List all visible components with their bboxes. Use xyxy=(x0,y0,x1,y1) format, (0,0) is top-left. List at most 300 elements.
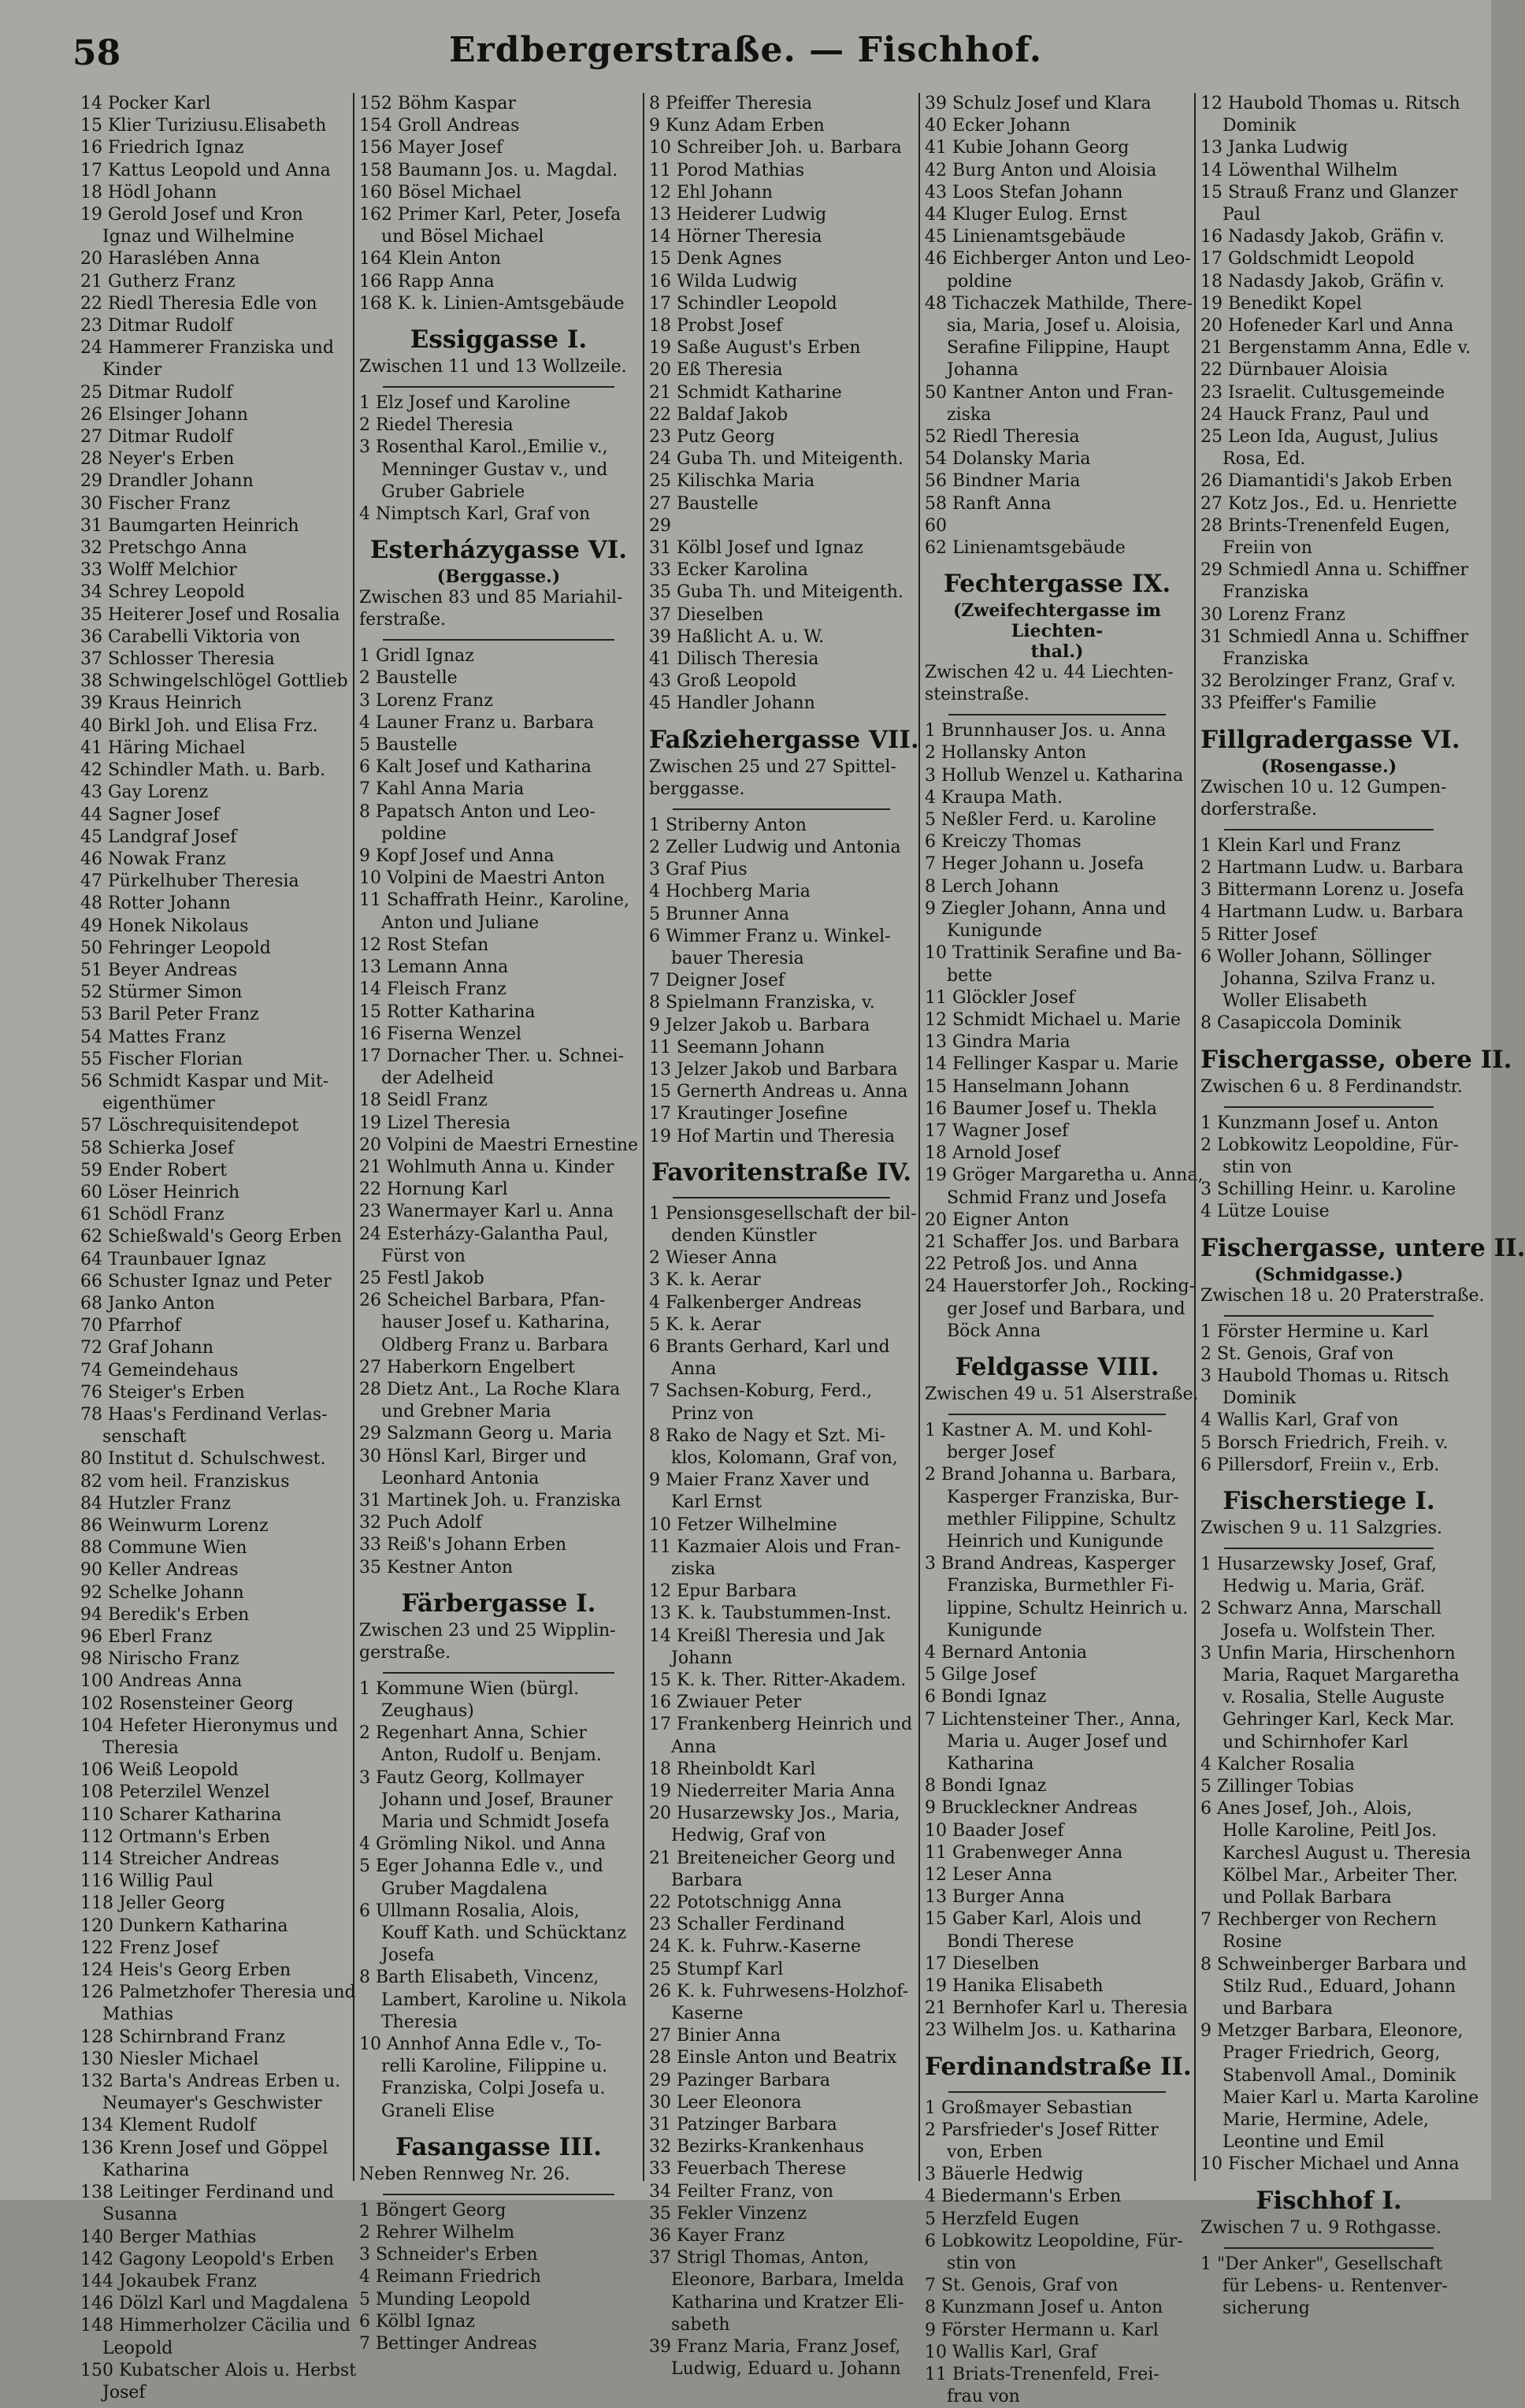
section-rule xyxy=(1224,2247,1434,2249)
address-entry: 11 Porod Mathias xyxy=(649,160,805,180)
entry-continuation: Johann xyxy=(671,1648,733,1668)
entry-continuation: Oldberg Franz u. Barbara xyxy=(381,1335,609,1355)
address-entry: 15 Gaber Karl, Alois und xyxy=(925,1909,1142,1930)
address-entry: 24 Hammerer Franziska und xyxy=(80,338,334,359)
street-heading: Fischhof I. xyxy=(1256,2186,1402,2215)
address-entry: 22 Pototschnigg Anna xyxy=(649,1893,842,1913)
address-entry: 17 Goldschmidt Leopold xyxy=(1200,249,1415,269)
address-entry: 29 Pazinger Barbara xyxy=(649,2070,830,2090)
address-entry: 17 Dornacher Ther. u. Schnei- xyxy=(359,1046,625,1066)
address-entry: 16 Nadasdy Jakob, Gräfin v. xyxy=(1200,227,1445,247)
address-entry: 10 Fetzer Wilhelmine xyxy=(649,1514,837,1535)
address-entry: 40 Ecker Johann xyxy=(925,116,1070,136)
address-entry: 1 Brunnhauser Jos. u. Anna xyxy=(925,721,1167,741)
address-entry: 92 Schelke Johann xyxy=(80,1582,244,1603)
entry-continuation: Maier Karl u. Marta Karoline xyxy=(1223,2087,1479,2108)
address-entry: 5 Ritter Josef xyxy=(1200,924,1317,945)
address-entry: 25 Festl Jakob xyxy=(359,1268,484,1288)
entry-continuation: Anna xyxy=(671,1737,717,1757)
street-heading: Fillgradergasse VI. xyxy=(1200,725,1460,754)
address-entry: 7 Sachsen-Koburg, Ferd., xyxy=(649,1381,873,1402)
street-alias: (Berggasse.) xyxy=(436,567,561,588)
address-entry: 37 Dieselben xyxy=(649,604,764,625)
address-entry: 39 Kraus Heinrich xyxy=(80,693,242,714)
address-entry: 15 K. k. Ther. Ritter-Akadem. xyxy=(649,1670,907,1690)
address-entry: 23 Schaller Ferdinand xyxy=(649,1915,845,1935)
section-rule xyxy=(948,2091,1166,2093)
address-entry: 27 Ditmar Rudolf xyxy=(80,427,233,448)
address-entry: 154 Groll Andreas xyxy=(359,116,520,136)
address-entry: 1 Elz Josef und Karoline xyxy=(359,393,571,414)
address-entry: 21 Schaffer Jos. und Barbara xyxy=(925,1232,1180,1252)
street-heading: Färbergasse I. xyxy=(401,1589,596,1618)
address-entry: 22 Riedl Theresia Edle von xyxy=(80,293,317,314)
address-entry: 112 Ortmann's Erben xyxy=(80,1826,270,1847)
address-entry: 35 Fekler Vinzenz xyxy=(649,2203,807,2224)
entry-continuation: bauer Theresia xyxy=(671,948,804,968)
entry-continuation: Serafine Filippine, Haupt xyxy=(947,338,1170,359)
address-entry: 166 Rapp Anna xyxy=(359,271,495,292)
street-location: steinstraße. xyxy=(925,685,1030,705)
street-location: Neben Rennweg Nr. 26. xyxy=(359,2164,570,2184)
address-entry: 3 Rosenthal Karol.,Emilie v., xyxy=(359,437,608,458)
street-heading: Ferdinandstraße II. xyxy=(925,2052,1192,2081)
address-entry: 31 Martinek Joh. u. Franziska xyxy=(359,1490,622,1511)
address-entry: 19 Hof Martin und Theresia xyxy=(649,1126,896,1146)
entry-continuation: bette xyxy=(947,965,993,986)
address-entry: 3 Hollub Wenzel u. Katharina xyxy=(925,765,1184,786)
address-entry: 4 Grömling Nikol. und Anna xyxy=(359,1834,607,1855)
address-entry: 16 Wilda Ludwig xyxy=(649,271,798,292)
entry-continuation: Stabenvoll Amal., Dominik xyxy=(1223,2065,1456,2086)
address-entry: 134 Klement Rudolf xyxy=(80,2116,256,2136)
address-entry: 25 Stumpf Karl xyxy=(649,1959,784,1979)
street-location: Zwischen 10 u. 12 Gumpen- xyxy=(1200,777,1447,797)
address-entry: 7 Deigner Josef xyxy=(649,971,785,991)
section-rule xyxy=(383,1672,614,1674)
address-entry: 1 Pensionsgesellschaft der bil- xyxy=(649,1203,917,1224)
address-entry: 23 Wilhelm Jos. u. Katharina xyxy=(925,2020,1177,2041)
address-entry: 4 Kraupa Math. xyxy=(925,787,1063,808)
column-2 xyxy=(353,93,643,2354)
address-entry: 1 Klein Karl und Franz xyxy=(1200,835,1401,856)
address-entry: 54 Mattes Franz xyxy=(80,1027,226,1047)
address-entry: 108 Peterzilel Wenzel xyxy=(80,1782,270,1803)
address-entry: 21 Gutherz Franz xyxy=(80,271,236,292)
entry-continuation: Karl Ernst xyxy=(671,1492,762,1513)
address-entry: 9 Kopf Josef und Anna xyxy=(359,846,555,867)
entry-continuation: Johanna xyxy=(947,360,1019,381)
address-entry: 13 Gindra Maria xyxy=(925,1032,1070,1053)
entry-continuation: ger Josef und Barbara, und xyxy=(947,1299,1185,1319)
address-entry: 4 Hartmann Ludw. u. Barbara xyxy=(1200,902,1464,923)
address-entry: 28 Neyer's Erben xyxy=(80,449,235,470)
address-entry: 23 Ditmar Rudolf xyxy=(80,316,233,336)
street-heading: Fechtergasse IX. xyxy=(943,570,1171,599)
address-entry: 23 Putz Georg xyxy=(649,427,775,448)
address-entry: 3 Graf Pius xyxy=(649,860,748,880)
address-entry: 2 Schwarz Anna, Marschall xyxy=(1200,1599,1442,1619)
address-entry: 118 Jeller Georg xyxy=(80,1893,225,1914)
street-location: Zwischen 42 u. 44 Liechten- xyxy=(925,663,1174,683)
address-entry: 39 Schulz Josef und Klara xyxy=(925,94,1152,113)
address-entry: 13 Jelzer Jakob und Barbara xyxy=(649,1059,898,1080)
entry-continuation: Rosa, Ed. xyxy=(1223,449,1306,470)
address-entry: 3 Schneider's Erben xyxy=(359,2245,538,2265)
entry-continuation: und Barbara xyxy=(1223,1999,1334,2020)
address-entry: 78 Haas's Ferdinand Verlas- xyxy=(80,1404,328,1425)
entry-continuation: Maria u. Auger Josef und xyxy=(947,1731,1168,1752)
street-alias: (Schmidgasse.) xyxy=(1254,1264,1404,1285)
address-entry: 160 Bösel Michael xyxy=(359,182,521,203)
address-entry: 15 Klier Turiziusu.Elisabeth xyxy=(80,116,327,136)
address-entry: 45 Linienamtsgebäude xyxy=(925,227,1126,247)
address-entry: 25 Ditmar Rudolf xyxy=(80,382,233,403)
address-entry: 5 Neßler Ferd. u. Karoline xyxy=(925,810,1156,831)
address-entry: 13 Lemann Anna xyxy=(359,957,509,978)
address-entry: 53 Baril Peter Franz xyxy=(80,1005,259,1025)
address-entry: 39 Franz Maria, Franz Josef, xyxy=(649,2337,901,2358)
address-entry: 3 Fautz Georg, Kollmayer xyxy=(359,1767,584,1788)
entry-continuation: Schmid Franz und Josefa xyxy=(947,1187,1167,1208)
address-entry: 4 Reimann Friedrich xyxy=(359,2267,541,2287)
address-entry: 10 Schreiber Joh. u. Barbara xyxy=(649,138,902,158)
address-entry: 35 Heiterer Josef und Rosalia xyxy=(80,604,340,625)
entry-continuation: Katharina und Kratzer Eli- xyxy=(671,2292,904,2313)
address-entry: 10 Baader Josef xyxy=(925,1820,1064,1841)
address-entry: 16 Friedrich Ignaz xyxy=(80,138,244,158)
address-entry: 7 Lichtensteiner Ther., Anna, xyxy=(925,1709,1182,1730)
address-entry: 11 Glöckler Josef xyxy=(925,987,1075,1008)
address-entry: 5 Herzfeld Eugen xyxy=(925,2209,1080,2229)
entry-continuation: Mathias xyxy=(102,2005,174,2025)
address-entry: 8 Papatsch Anton und Leo- xyxy=(359,801,596,822)
address-entry: 19 Gröger Margaretha u. Anna, xyxy=(925,1165,1204,1186)
address-entry: 19 Saße August's Erben xyxy=(649,338,861,359)
address-entry: 9 Förster Hermann u. Karl xyxy=(925,2320,1159,2340)
address-entry: 22 Baldaf Jakob xyxy=(649,404,788,425)
address-entry: 29 Salzmann Georg u. Maria xyxy=(359,1424,613,1444)
address-entry: 35 Guba Th. und Miteigenth. xyxy=(649,582,903,603)
address-entry: 12 Haubold Thomas u. Ritsch xyxy=(1200,94,1460,113)
address-entry: 122 Frenz Josef xyxy=(80,1938,219,1958)
address-entry: 44 Sagner Josef xyxy=(80,805,220,825)
address-entry: 104 Hefeter Hieronymus und xyxy=(80,1715,339,1736)
address-entry: 20 Eß Theresia xyxy=(649,360,783,381)
address-entry: 2 Baustelle xyxy=(359,668,458,689)
entry-continuation: und Schirnhofer Karl xyxy=(1223,1732,1408,1752)
entry-continuation: sabeth xyxy=(671,2314,730,2335)
page-number: 58 xyxy=(72,33,121,73)
address-entry: 14 Kreißl Theresia und Jak xyxy=(649,1626,885,1646)
entry-continuation: denden Künstler xyxy=(671,1225,817,1246)
address-entry: 2 Brand Johanna u. Barbara, xyxy=(925,1465,1177,1485)
address-entry: 68 Janko Anton xyxy=(80,1293,215,1314)
address-entry: 11 Schaffrath Heinr., Karoline, xyxy=(359,890,629,911)
address-entry: 43 Gay Lorenz xyxy=(80,782,209,803)
address-entry: 94 Beredik's Erben xyxy=(80,1604,250,1625)
address-entry: 5 K. k. Aerar xyxy=(649,1314,761,1335)
address-entry: 88 Commune Wien xyxy=(80,1538,247,1559)
address-entry: 56 Bindner Maria xyxy=(925,471,1081,492)
street-heading: Fischergasse, obere II. xyxy=(1200,1045,1512,1074)
address-entry: 6 Bondi Ignaz xyxy=(925,1687,1047,1708)
address-entry: 120 Dunkern Katharina xyxy=(80,1916,288,1936)
address-entry: 5 Zillinger Tobias xyxy=(1200,1776,1354,1797)
address-entry: 21 Bergenstamm Anna, Edle v. xyxy=(1200,338,1471,359)
address-entry: 130 Niesler Michael xyxy=(80,2049,259,2069)
address-entry: 29 xyxy=(649,515,671,536)
entry-continuation: Kinder xyxy=(102,360,162,381)
address-entry: 17 Wagner Josef xyxy=(925,1120,1069,1141)
entry-continuation: Josef xyxy=(102,2382,146,2402)
street-heading: Feldgasse VIII. xyxy=(955,1352,1160,1381)
entry-continuation: Menninger Gustav v., und xyxy=(381,459,608,480)
address-entry: 4 Nimptsch Karl, Graf von xyxy=(359,504,591,525)
street-heading: Fischergasse, untere II. xyxy=(1200,1233,1525,1262)
address-entry: 28 Einsle Anton und Beatrix xyxy=(649,2048,897,2068)
address-entry: 36 Kayer Franz xyxy=(649,2226,785,2246)
address-entry: 16 Baumer Josef u. Thekla xyxy=(925,1098,1157,1119)
entry-continuation: Kaserne xyxy=(671,2004,744,2024)
address-entry: 14 Hörner Theresia xyxy=(649,227,822,247)
address-entry: 10 Fischer Michael und Anna xyxy=(1200,2154,1460,2175)
address-entry: 84 Hutzler Franz xyxy=(80,1493,231,1514)
address-entry: 22 Hornung Karl xyxy=(359,1180,508,1200)
address-entry: 45 Landgraf Josef xyxy=(80,827,237,847)
address-entry: 24 K. k. Fuhrw.-Kaserne xyxy=(649,1937,862,1957)
address-entry: 10 Volpini de Maestri Anton xyxy=(359,868,606,889)
entry-continuation: für Lebens- u. Rentenver- xyxy=(1223,2276,1448,2296)
street-location: dorferstraße. xyxy=(1200,799,1317,819)
address-entry: 58 Ranft Anna xyxy=(925,493,1052,514)
address-entry: 14 Löwenthal Wilhelm xyxy=(1200,160,1398,180)
address-entry: 24 Hauck Franz, Paul und xyxy=(1200,404,1430,425)
address-entry: 52 Stürmer Simon xyxy=(80,983,243,1003)
address-entry: 116 Willig Paul xyxy=(80,1871,213,1892)
address-entry: 5 Munding Leopold xyxy=(359,2289,531,2310)
address-entry: 41 Häring Michael xyxy=(80,738,246,758)
address-entry: 72 Graf Johann xyxy=(80,1338,214,1358)
entry-continuation: Franziska xyxy=(1223,649,1309,670)
entry-continuation: Gehringer Karl, Keck Mar. xyxy=(1223,1710,1455,1730)
section-rule xyxy=(1224,1315,1434,1317)
address-entry: 140 Berger Mathias xyxy=(80,2227,257,2247)
address-entry: 20 Husarzewsky Jos., Maria, xyxy=(649,1804,900,1824)
entry-continuation: Kasperger Franziska, Bur- xyxy=(947,1487,1179,1507)
address-entry: 8 Rako de Nagy et Szt. Mi- xyxy=(649,1425,886,1446)
address-entry: 21 Bernhofer Karl u. Theresia xyxy=(925,1998,1189,2019)
address-entry: 9 Ziegler Johann, Anna und xyxy=(925,898,1167,919)
column-5 xyxy=(1194,93,1525,2319)
entry-continuation: sicherung xyxy=(1223,2298,1310,2319)
address-entry: 14 Pocker Karl xyxy=(80,94,211,113)
entry-continuation: Zeughaus) xyxy=(381,1700,474,1721)
address-entry: 36 Carabelli Viktoria von xyxy=(80,626,301,647)
address-entry: 61 Schödl Franz xyxy=(80,1205,224,1225)
address-entry: 8 Casapiccola Dominik xyxy=(1200,1013,1401,1034)
address-entry: 22 Dürnbauer Aloisia xyxy=(1200,360,1389,381)
address-entry: 1 Husarzewsky Josef, Graf, xyxy=(1200,1554,1438,1574)
street-location: Zwischen 7 u. 9 Rothgasse. xyxy=(1200,2217,1442,2238)
entry-continuation: der Adelheid xyxy=(381,1068,494,1089)
address-entry: 48 Tichaczek Mathilde, There- xyxy=(925,293,1193,314)
entry-continuation: Susanna xyxy=(102,2205,178,2225)
address-entry: 8 Bondi Ignaz xyxy=(925,1776,1047,1797)
address-entry: 8 Pfeiffer Theresia xyxy=(649,94,812,113)
address-entry: 6 Lobkowitz Leopoldine, Für- xyxy=(925,2231,1183,2251)
address-entry: 110 Scharer Katharina xyxy=(80,1804,282,1825)
entry-continuation: Katharina xyxy=(102,2160,190,2180)
address-entry: 76 Steiger's Erben xyxy=(80,1382,245,1403)
entry-continuation: frau von xyxy=(947,2387,1020,2407)
address-entry: 146 Dölzl Karl und Magdalena xyxy=(80,2294,349,2314)
address-entry: 43 Loos Stefan Johann xyxy=(925,182,1123,203)
street-location: Zwischen 11 und 13 Wollzeile. xyxy=(359,357,627,377)
address-entry: 162 Primer Karl, Peter, Josefa xyxy=(359,205,622,225)
section-rule xyxy=(948,1414,1166,1415)
address-entry: 27 Binier Anna xyxy=(649,2026,781,2046)
address-entry: 5 Brunner Anna xyxy=(649,904,790,924)
address-entry: 70 Pfarrhof xyxy=(80,1316,181,1336)
entry-continuation: Prinz von xyxy=(671,1403,754,1424)
entry-continuation: Kunigunde xyxy=(947,1620,1042,1641)
street-location: Zwischen 18 u. 20 Praterstraße. xyxy=(1200,1285,1485,1306)
entry-continuation: Karchesl August u. Theresia xyxy=(1223,1843,1471,1864)
address-entry: 45 Handler Johann xyxy=(649,693,815,714)
address-entry: 13 Burger Anna xyxy=(925,1887,1065,1908)
address-entry: 8 Kunzmann Josef u. Anton xyxy=(925,2298,1163,2318)
entry-continuation: Gruber Magdalena xyxy=(381,1878,548,1899)
address-entry: 26 K. k. Fuhrwesens-Holzhof- xyxy=(649,1981,909,2001)
address-entry: 13 Heiderer Ludwig xyxy=(649,205,827,225)
address-entry: 7 Rechberger von Rechern xyxy=(1200,1910,1437,1930)
entry-continuation: poldine xyxy=(381,823,447,844)
entry-continuation: Ignaz und Wilhelmine xyxy=(102,227,295,247)
address-entry: 26 Scheichel Barbara, Pfan- xyxy=(359,1291,606,1311)
address-entry: 33 Feuerbach Therese xyxy=(649,2159,847,2179)
street-heading: Favoritenstraße IV. xyxy=(651,1158,911,1187)
address-entry: 1 Kunzmann Josef u. Anton xyxy=(1200,1113,1439,1133)
address-entry: 17 Krautinger Josefine xyxy=(649,1104,848,1124)
address-entry: 6 Kölbl Ignaz xyxy=(359,2311,475,2332)
entry-continuation: Marie, Hermine, Adele, xyxy=(1223,2110,1430,2131)
address-entry: 9 Metzger Barbara, Eleonore, xyxy=(1200,2021,1464,2042)
address-entry: 9 Bruckleckner Andreas xyxy=(925,1798,1137,1819)
address-entry: 27 Baustelle xyxy=(649,493,759,514)
address-entry: 44 Kluger Eulog. Ernst xyxy=(925,205,1127,225)
address-entry: 5 Baustelle xyxy=(359,735,458,756)
page-header xyxy=(0,16,1491,87)
address-entry: 49 Honek Nikolaus xyxy=(80,916,249,936)
address-entry: 90 Keller Andreas xyxy=(80,1560,239,1581)
address-entry: 41 Kubie Johann Georg xyxy=(925,138,1130,158)
address-entry: 14 Fleisch Franz xyxy=(359,979,506,1000)
address-entry: 32 Berolzinger Franz, Graf v. xyxy=(1200,671,1456,692)
address-entry: 31 Patzinger Barbara xyxy=(649,2115,837,2135)
address-entry: 15 Denk Agnes xyxy=(649,249,782,269)
address-entry: 1 Striberny Anton xyxy=(649,815,807,835)
address-entry: 40 Birkl Joh. und Elisa Frz. xyxy=(80,715,318,736)
address-entry: 168 K. k. Linien-Amtsgebäude xyxy=(359,293,625,314)
entry-continuation: Theresia xyxy=(381,2012,458,2032)
address-entry: 106 Weiß Leopold xyxy=(80,1760,239,1781)
address-entry: 124 Heis's Georg Erben xyxy=(80,1960,291,1981)
address-entry: 2 Wieser Anna xyxy=(649,1248,777,1269)
address-entry: 3 Lorenz Franz xyxy=(359,690,493,711)
address-entry: 148 Himmerholzer Cäcilia und xyxy=(80,2316,351,2336)
street-heading: Essiggasse I. xyxy=(410,325,588,355)
entry-continuation: sia, Maria, Josef u. Aloisia, xyxy=(947,316,1182,336)
street-alias: (Zweifechtergasse im Liechten- xyxy=(952,600,1162,642)
section-rule xyxy=(383,639,614,641)
address-entry: 13 K. k. Taubstummen-Inst. xyxy=(649,1603,892,1624)
address-entry: 2 Regenhart Anna, Schier xyxy=(359,1723,587,1744)
section-rule xyxy=(383,2194,614,2195)
entry-continuation: poldine xyxy=(947,271,1012,292)
entry-continuation: berger Josef xyxy=(947,1443,1055,1463)
address-entry: 2 Riedel Theresia xyxy=(359,415,514,436)
address-entry: 18 Rheinboldt Karl xyxy=(649,1759,816,1779)
address-entry: 17 Kattus Leopold und Anna xyxy=(80,160,331,180)
address-entry: 10 Trattinik Serafine und Ba- xyxy=(925,943,1182,964)
address-entry: 74 Gemeindehaus xyxy=(80,1360,239,1381)
address-entry: 17 Frankenberg Heinrich und xyxy=(649,1715,913,1735)
entry-continuation: und Grebner Maria xyxy=(381,1402,551,1422)
address-entry: 1 Böngert Georg xyxy=(359,2200,506,2220)
entry-continuation: hauser Josef u. Katharina, xyxy=(381,1313,610,1333)
address-entry: 21 Wohlmuth Anna u. Kinder xyxy=(359,1157,614,1177)
address-entry: 7 St. Genois, Graf von xyxy=(925,2276,1119,2296)
address-entry: 48 Rotter Johann xyxy=(80,894,231,914)
address-entry: 27 Kotz Jos., Ed. u. Henriette xyxy=(1200,493,1457,514)
address-entry: 59 Ender Robert xyxy=(80,1160,228,1180)
address-entry: 4 Lütze Louise xyxy=(1200,1202,1330,1222)
address-entry: 18 Nadasdy Jakob, Gräfin v. xyxy=(1200,271,1445,292)
street-location: Zwischen 23 und 25 Wipplin- xyxy=(359,1620,616,1641)
entry-continuation: Leopold xyxy=(102,2338,173,2358)
entry-continuation: Kouff Kath. und Schücktanz xyxy=(381,1923,626,1944)
address-entry: 10 Annhof Anna Edle v., To- xyxy=(359,2035,602,2055)
address-entry: 60 xyxy=(925,515,947,536)
address-entry: 26 Elsinger Johann xyxy=(80,404,248,425)
address-entry: 3 Schilling Heinr. u. Karoline xyxy=(1200,1180,1456,1200)
section-rule xyxy=(1224,829,1434,831)
column-1 xyxy=(76,93,357,2402)
address-entry: 33 Ecker Karolina xyxy=(649,560,808,581)
address-entry: 2 Rehrer Wilhelm xyxy=(359,2223,515,2243)
address-entry: 16 Zwiauer Peter xyxy=(649,1693,802,1713)
address-entry: 1 Kastner A. M. und Kohl- xyxy=(925,1420,1152,1440)
entry-continuation: Anton, Rudolf u. Benjam. xyxy=(381,1745,602,1766)
entry-continuation: Franziska xyxy=(1223,582,1309,603)
address-entry: 31 Kölbl Josef und Ignaz xyxy=(649,538,863,559)
address-entry: 62 Linienamtsgebäude xyxy=(925,538,1126,559)
address-entry: 10 Wallis Karl, Graf xyxy=(925,2342,1097,2362)
entry-continuation: Dominik xyxy=(1223,116,1297,136)
address-entry: 11 Seemann Johann xyxy=(649,1037,826,1057)
street-location: Zwischen 6 u. 8 Ferdinandstr. xyxy=(1200,1076,1463,1097)
address-entry: 6 Kalt Josef und Katharina xyxy=(359,757,592,778)
entry-continuation: ziska xyxy=(671,1559,716,1579)
entry-continuation: Maria, Raquet Margaretha xyxy=(1223,1665,1460,1685)
address-entry: 50 Kantner Anton und Fran- xyxy=(925,382,1174,403)
address-entry: 1 Großmayer Sebastian xyxy=(925,2098,1133,2118)
entry-continuation: Hedwig, Graf von xyxy=(671,1826,826,1846)
address-entry: 8 Lerch Johann xyxy=(925,876,1059,897)
address-entry: 82 vom heil. Franziskus xyxy=(80,1471,290,1492)
address-entry: 6 Ullmann Rosalia, Alois, xyxy=(359,1901,580,1921)
